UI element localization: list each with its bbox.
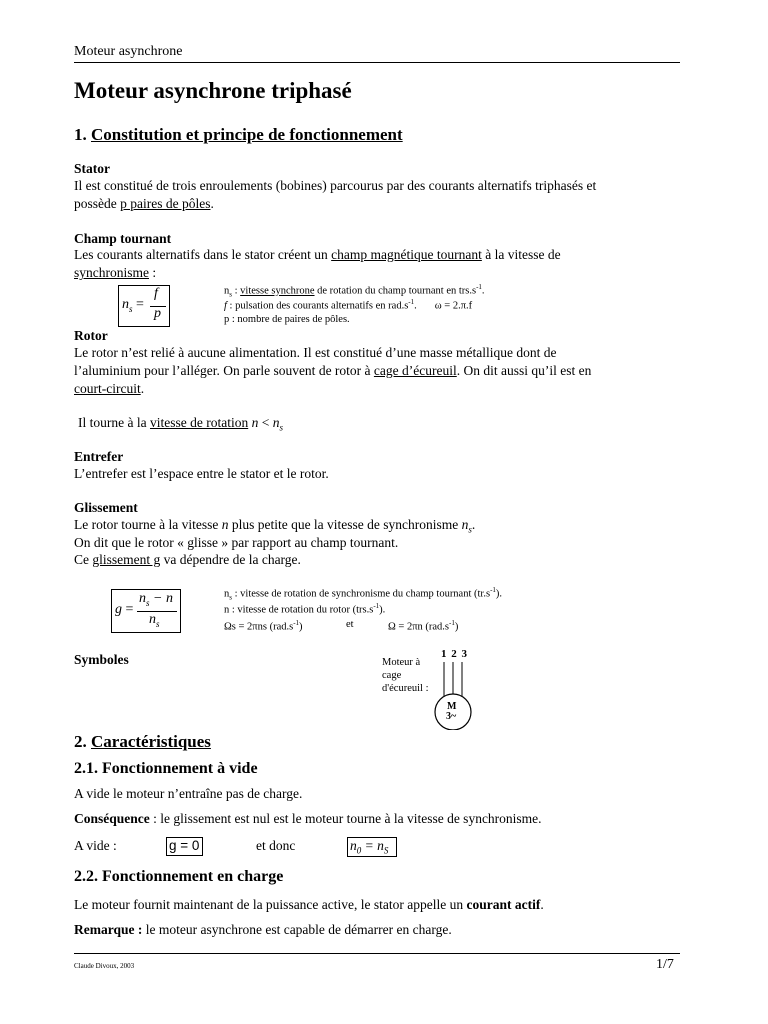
formula-g-numerator: $n_s - n$ [139,591,173,608]
section-1-title: Constitution et principe de fonctionnement [91,125,403,144]
footer-page-number: 1/7 [656,957,674,972]
section-1-number: 1. [74,125,87,144]
charge-line-1: Le moteur fournit maintenant de la puissance active, le stator appelle un courant actif. [74,897,544,912]
et-donc-label: et donc [256,838,296,853]
consequence-line: Conséquence : le glissement est nul est le moteur tourne à la vitesse de synchronisme. [74,811,542,826]
g-zero-text: g = 0 [169,838,200,853]
n0-ns-text: $n_0 = n_S$ [350,838,389,856]
section-2-heading [74,732,211,752]
section-1-heading [74,125,403,145]
stator-line-1: Il est constitué de trois enroulements (bobines) parcourus par des courants alternatifs triphasés et [74,178,597,193]
rotor-line-3: court-circuit. [74,381,145,396]
champ-line-2: synchronisme : [74,265,157,280]
glissement-line-1: Le rotor tourne à la vitesse n plus petite que la vitesse de synchronisme $n_s$. [74,517,476,535]
section-2-1-heading: 2.1. Fonctionnement à vide [74,760,258,777]
stator-heading: Stator [74,161,110,176]
champ-line-1: Les courants alternatifs dans le stator créent un champ magnétique tournant à la vitesse de [74,247,561,262]
ns-legend-2: f : pulsation des courants alternatifs en $rad.s^{-1}$. ω = 2.π.f [224,298,473,312]
glissement-line-2: On dit que le rotor « glisse » par rapport au champ tournant. [74,535,399,550]
motor-symbol-letter: M [447,701,457,712]
formula-g-lhs: g = [115,602,134,617]
running-header: Moteur asynchrone [74,44,183,59]
ns-legend-1: $n_s$ : vitesse synchrone de rotation du champ tournant en $trs.s^{-1}$. [224,283,485,299]
vide-line-1: A vide le moteur n’entraîne pas de charge. [74,786,303,801]
remarque-line: Remarque : le moteur asynchrone est capable de démarrer en charge. [74,922,452,937]
g-legend-3a: Ωs = 2πns $(rad.s^{-1})$ [224,619,303,633]
entrefer-heading: Entrefer [74,449,124,464]
formula-ns-denominator: p [154,306,161,321]
g-legend-2: n : vitesse de rotation du rotor $(trs.s^{-1})$. [224,602,386,616]
section-2-title: Caractéristiques [91,732,211,751]
formula-ns-numerator: f [154,286,158,301]
entrefer-line-1: L’entrefer est l’espace entre le stator et le rotor. [74,466,329,481]
rotor-line-2: l’aluminium pour l’alléger. On parle souvent de rotor à cage d’écureuil. On dit aussi qu’il est en [74,363,592,378]
footer-author: Claude Divoux, 2003 [74,962,135,970]
motor-symbol-phase: 3~ [446,711,457,722]
formula-ns-lhs: $n_s$ = [122,297,144,314]
formula-g-denominator: $n_s$ [149,612,160,629]
rotor-line-1: Le rotor n’est relié à aucune alimentation. Il est constitué d’une masse métallique dont de [74,345,557,360]
g-zero-box [166,837,203,856]
stator-line-2: possède p paires de pôles. [74,196,214,211]
section-2-2-heading: 2.2. Fonctionnement en charge [74,868,284,885]
formula-ns-box [118,285,170,327]
rotor-heading: Rotor [74,328,108,343]
g-legend-1: $n_s$ : vitesse de rotation de synchronisme du champ tournant $(tr.s^{-1})$. [224,586,503,602]
symboles-heading: Symboles [74,652,129,667]
ns-legend-3: p : nombre de paires de pôles. [224,314,350,325]
n0-ns-box [347,837,397,857]
motor-terminal-labels: 1 2 3 [441,648,468,660]
a-vide-label: A vide : [74,838,117,853]
glissement-line-3: Ce glissement g va dépendre de la charge. [74,552,301,567]
champ-heading: Champ tournant [74,231,172,246]
motor-symbol-label: Moteur à cage d'écureuil : [382,657,429,694]
page-title: Moteur asynchrone triphasé [74,78,352,103]
formula-g-box [111,589,181,633]
header-rule [74,62,680,63]
rotor-line-4: Il tourne à la vitesse de rotation $n < n_s$ [78,415,283,433]
footer-rule [74,953,680,954]
glissement-heading: Glissement [74,500,138,515]
g-legend-3b: Ω = 2πn $(rad.s^{-1})$ [388,619,459,633]
g-legend-3-et: et [346,619,354,630]
section-2-number: 2. [74,732,87,751]
